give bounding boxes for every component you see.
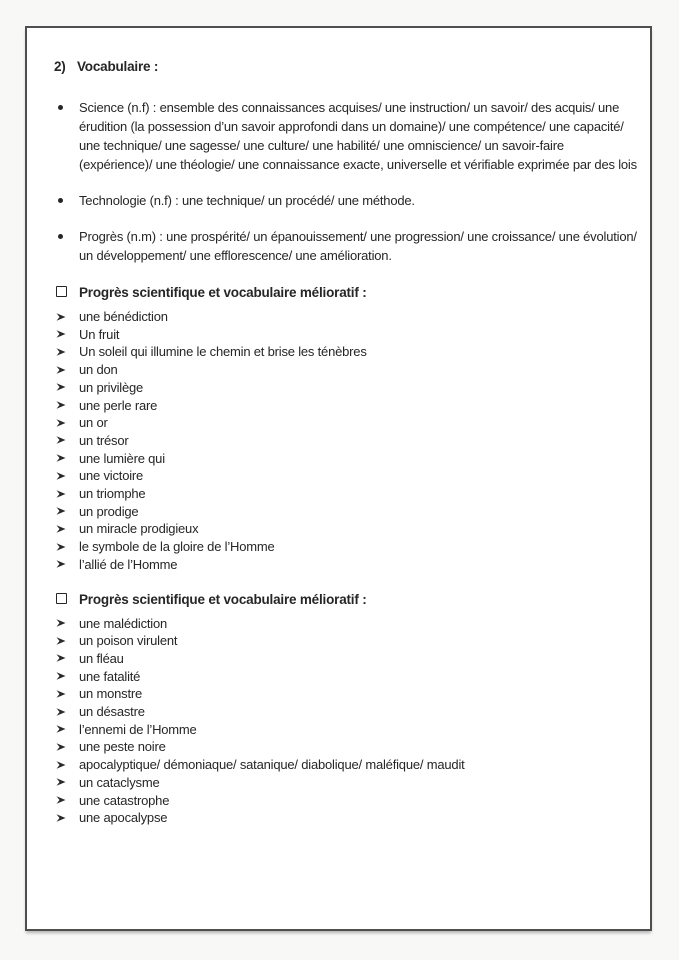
list-item <box>54 485 637 503</box>
section-header <box>54 590 637 609</box>
arrow-icon <box>54 432 79 450</box>
arrow-icon <box>54 556 79 574</box>
list-item-text: Un soleil qui illumine le chemin et brise les ténèbres <box>79 344 367 360</box>
arrow-icon <box>54 738 79 756</box>
arrow-icon <box>54 503 79 521</box>
arrow-icon <box>54 343 79 361</box>
definition-text: Science (n.f) : ensemble des connaissances acquises/ une instruction/ un savoir/ des acquis/ une érudition (la possession d’un savoir approfondi dans un domaine)/ une compétence/ une capacité/ une technique/ une sagesse/ une culture/ une habilité/ une omniscience/ un savoir-faire (expérience)/ une théologie/ une connaissance exacte, universelle et vérifiable exprimée par des lois <box>79 100 637 172</box>
arrow-icon <box>54 632 79 650</box>
list-item <box>54 685 637 703</box>
definition-item <box>54 227 637 265</box>
list-item-text: un prodige <box>79 503 139 519</box>
arrow-icon <box>54 668 79 686</box>
arrow-icon <box>54 538 79 556</box>
list-item-text: une catastrophe <box>79 792 170 808</box>
list-item-text: un or <box>79 415 108 431</box>
arrow-icon <box>54 397 79 415</box>
arrow-icon <box>54 379 79 397</box>
arrow-icon <box>54 615 79 633</box>
melioratif-section-2 <box>54 590 637 827</box>
list-item-text: un don <box>79 362 118 378</box>
list-item-text: Un fruit <box>79 326 120 342</box>
document-content <box>27 28 650 827</box>
section-header <box>54 283 637 302</box>
arrow-icon <box>54 650 79 668</box>
list-item <box>54 774 637 792</box>
list-item <box>54 703 637 721</box>
section-heading <box>54 57 637 76</box>
list-item-text: un privilège <box>79 379 144 395</box>
list-item <box>54 379 637 397</box>
list-item <box>54 632 637 650</box>
list-item-text: un poison virulent <box>79 633 178 649</box>
document-page <box>25 26 652 931</box>
list-item-text: un triomphe <box>79 486 146 502</box>
list-item <box>54 361 637 379</box>
list-item <box>54 650 637 668</box>
list-item-text: le symbole de la gloire de l’Homme <box>79 539 275 555</box>
list-item <box>54 538 637 556</box>
list-item <box>54 520 637 538</box>
arrow-icon <box>54 685 79 703</box>
list-item <box>54 450 637 468</box>
arrow-icon <box>54 792 79 810</box>
arrow-icon <box>54 703 79 721</box>
checkbox-icon <box>54 283 79 302</box>
list-item-text: apocalyptique/ démoniaque/ satanique/ diabolique/ maléfique/ maudit <box>79 757 465 773</box>
list-item-text: une apocalypse <box>79 810 168 826</box>
list-item <box>54 432 637 450</box>
list-item <box>54 668 637 686</box>
list-item-text: un miracle prodigieux <box>79 521 199 537</box>
heading-number: 2) <box>54 59 66 74</box>
arrow-icon <box>54 308 79 326</box>
arrow-icon <box>54 485 79 503</box>
list-item <box>54 467 637 485</box>
arrow-icon <box>54 361 79 379</box>
section-title: Progrès scientifique et vocabulaire mélioratif : <box>79 591 367 607</box>
list-item-text: une peste noire <box>79 739 166 755</box>
arrow-icon <box>54 774 79 792</box>
list-item <box>54 414 637 432</box>
arrow-icon <box>54 467 79 485</box>
list-item <box>54 556 637 574</box>
list-item-text: un monstre <box>79 686 143 702</box>
list-item-text: un trésor <box>79 432 129 448</box>
list-item <box>54 809 637 827</box>
item-list <box>54 308 637 574</box>
bullet-icon <box>54 227 79 265</box>
arrow-icon <box>54 326 79 344</box>
item-list <box>54 615 637 827</box>
definition-item <box>54 191 637 210</box>
bullet-icon <box>54 98 79 174</box>
list-item-text: un fléau <box>79 650 124 666</box>
list-item <box>54 738 637 756</box>
list-item-text: une fatalité <box>79 668 141 684</box>
list-item <box>54 343 637 361</box>
list-item-text: l’allié de l’Homme <box>79 556 178 572</box>
heading-title: Vocabulaire : <box>77 59 159 74</box>
section-title: Progrès scientifique et vocabulaire mélioratif : <box>79 285 367 300</box>
list-item-text: une perle rare <box>79 397 158 413</box>
definition-item <box>54 98 637 174</box>
melioratif-section-1 <box>54 283 637 574</box>
list-item-text: une victoire <box>79 468 144 484</box>
arrow-icon <box>54 809 79 827</box>
list-item-text: un cataclysme <box>79 774 160 790</box>
list-item <box>54 792 637 810</box>
arrow-icon <box>54 450 79 468</box>
arrow-icon <box>54 414 79 432</box>
arrow-icon <box>54 520 79 538</box>
definition-text: Progrès (n.m) : une prospérité/ un épanouissement/ une progression/ une croissance/ une évolution/ un développement/ une efflorescence/ une amélioration. <box>79 229 637 263</box>
list-item <box>54 615 637 633</box>
definition-list <box>54 98 637 265</box>
list-item-text: un désastre <box>79 704 145 720</box>
list-item-text: une malédiction <box>79 615 168 631</box>
checkbox-icon <box>54 590 79 609</box>
arrow-icon <box>54 756 79 774</box>
list-item <box>54 503 637 521</box>
list-item <box>54 721 637 739</box>
list-item-text: une bénédiction <box>79 309 168 324</box>
list-item-text: l’ennemi de l’Homme <box>79 721 197 737</box>
bullet-icon <box>54 191 79 210</box>
arrow-icon <box>54 721 79 739</box>
definition-text: Technologie (n.f) : une technique/ un procédé/ une méthode. <box>79 193 415 208</box>
list-item <box>54 397 637 415</box>
list-item <box>54 756 637 774</box>
list-item-text: une lumière qui <box>79 450 165 466</box>
list-item <box>54 326 637 344</box>
list-item <box>54 308 637 326</box>
